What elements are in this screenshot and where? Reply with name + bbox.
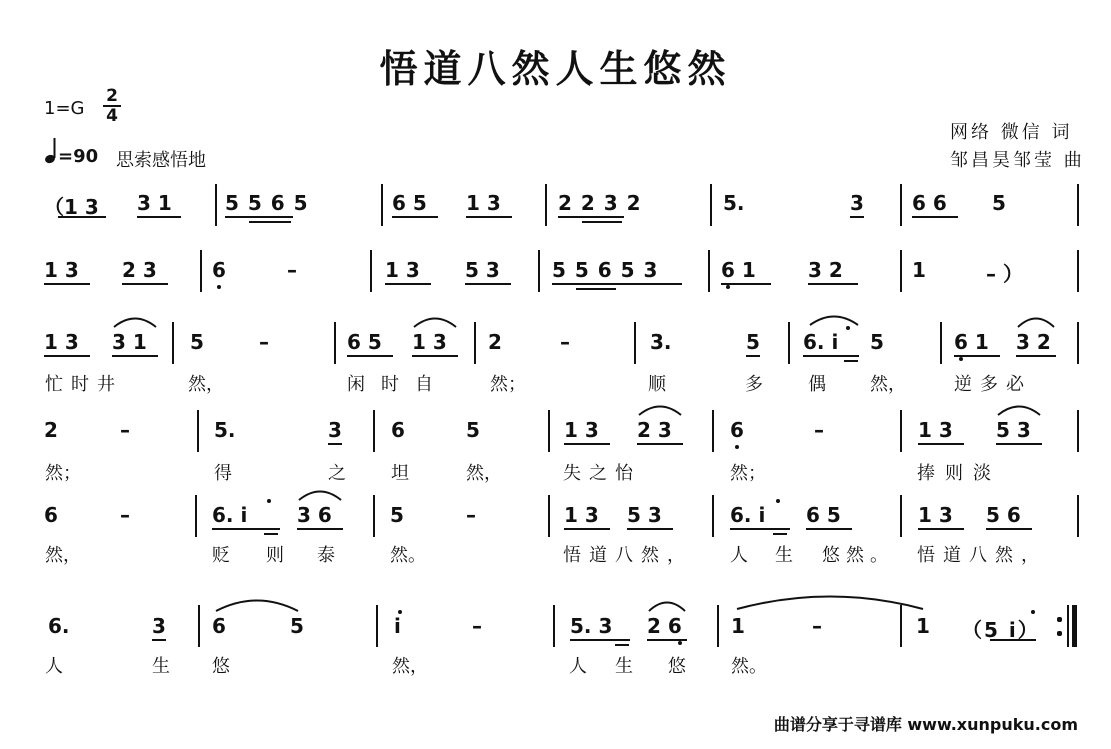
note-group: 5 [466,418,480,442]
note-group: 5 5 6 5 [225,191,309,215]
note-group: 6 [212,258,226,282]
note-group: 3 2 [808,258,843,282]
note-group: 3 6 [297,503,332,527]
note-group: 1 3 [564,503,599,527]
note-group: 5 3 [627,503,662,527]
lyric: 生 [152,656,170,677]
note-group: 3. [650,330,672,354]
note-group: 6 5 [347,330,382,354]
note-group: 5 [746,330,760,354]
lyric: 之 [328,463,346,484]
note-group: 6. [48,614,70,638]
lyric: 逆多必 [954,374,1032,395]
tempo-mood: 思索感悟地 [116,150,206,171]
note-group: 2 6 [647,614,682,638]
lyric: 人 [569,656,587,677]
lyric: 然， [188,374,224,395]
note-group: 1 [912,258,926,282]
lyric: 贬 [212,545,230,566]
note-group: 3 1 [112,330,147,354]
lyric: 然， [392,656,428,677]
note-group: 6 1 [721,258,756,282]
note-group: 6 5 [392,191,427,215]
note-group: 3 [152,614,166,638]
lyric: 悟道八然， [563,545,693,566]
key-signature: 1=G [44,98,85,119]
note-group: 5 [390,503,404,527]
note-group: – [472,614,482,638]
note-group: （1 3 [44,195,99,219]
note-group: 5 5 6 5 3 [552,258,659,282]
note-group: （5 i） [962,618,1040,642]
lyric: 然， [870,374,906,395]
note-group: 3 [328,418,342,442]
note-group: 1 3 [385,258,420,282]
note-group: 5 3 [465,258,500,282]
note-group: 2 2 3 2 [558,191,642,215]
note-group: – [120,503,130,527]
lyric: 坦 [391,463,409,484]
lyric: 忙时井 [45,374,123,395]
time-signature-top: 2 [106,86,118,106]
lyric: 然， [466,463,502,484]
note-group: – ） [986,262,1023,286]
song-title: 悟道八然人生悠然 [379,46,732,91]
note-group: 1 3 [918,418,953,442]
note-group: 2 3 [637,418,672,442]
note-group: 3 [850,191,864,215]
note-group: 6. i [803,330,839,354]
lyric: 悠 [212,656,230,677]
lyric: 然； [490,374,526,395]
note-group: – [466,503,476,527]
note-group: 6 [44,503,58,527]
note-group: 1 [916,614,930,638]
lyric: 生 [615,656,633,677]
note-group: 6. i [212,503,248,527]
note-group: 1 3 [466,191,501,215]
note-group: – [287,258,297,282]
note-group: 1 [731,614,745,638]
lyric: 得 [214,463,232,484]
note-group: 5 [190,330,204,354]
lyric: 顺 [648,374,666,395]
note-group: 5. [214,418,236,442]
lyric: 然， [45,545,81,566]
note-group: 5 3 [996,418,1031,442]
lyric: 悟道八然， [917,545,1047,566]
note-group: 1 3 [44,258,79,282]
note-group: 1 3 [918,503,953,527]
source-footer: 曲谱分享于寻谱库 www.xunpuku.com [773,715,1078,734]
time-signature-bottom: 4 [106,106,118,126]
lyric: 然； [730,463,766,484]
note-group: 5 [992,191,1006,215]
lyric: 生 [775,545,793,566]
note-group: – [814,418,824,442]
note-group: 6 [730,418,744,442]
note-group: 3 2 [1016,330,1051,354]
note-group: 5 6 [986,503,1021,527]
lyric: 悠然。 [822,545,894,566]
note-group: 6 [391,418,405,442]
note-group: 3 1 [137,191,172,215]
lyric: 则 [266,545,284,566]
note-group: – [560,330,570,354]
note-group: 2 3 [122,258,157,282]
lyric: 多 [745,374,763,395]
note-group: 2 [488,330,502,354]
lyric: 捧则淡 [917,463,1001,484]
note-group: – [259,330,269,354]
note-group: 5. [723,191,745,215]
lyric: 偶 [808,374,826,395]
note-group: – [812,614,822,638]
note-group: 6. i [730,503,766,527]
note-group: 6 6 [912,191,947,215]
lyric: 闲时自 [347,374,449,395]
note-group: 1 3 [44,330,79,354]
lyric: 然。 [731,656,767,677]
note-group: 1 3 [564,418,599,442]
note-group: 1 3 [412,330,447,354]
tempo-value: =90 [58,146,99,167]
time-signature [103,88,121,124]
note-group: 5 [870,330,884,354]
note-group: 6 5 [806,503,841,527]
lyric: 悠 [668,656,686,677]
note-group: 5 [290,614,304,638]
lyric: 人 [730,545,748,566]
lyric: 失之怡 [563,463,641,484]
lyric: 然。 [390,545,426,566]
lyricist-credit: 网络 微信 词 [950,122,1073,143]
note-group: 6 1 [954,330,989,354]
note-group: 6 [212,614,226,638]
lyric: 然； [45,463,81,484]
note-group: i [394,614,401,638]
lyric: 人 [45,656,63,677]
composer-credit: 邹昌昊邹莹 曲 [950,150,1085,171]
note-group: – [120,418,130,442]
note-group: 5. 3 [570,614,613,638]
note-group: 2 [44,418,58,442]
lyric: 泰 [317,545,335,566]
